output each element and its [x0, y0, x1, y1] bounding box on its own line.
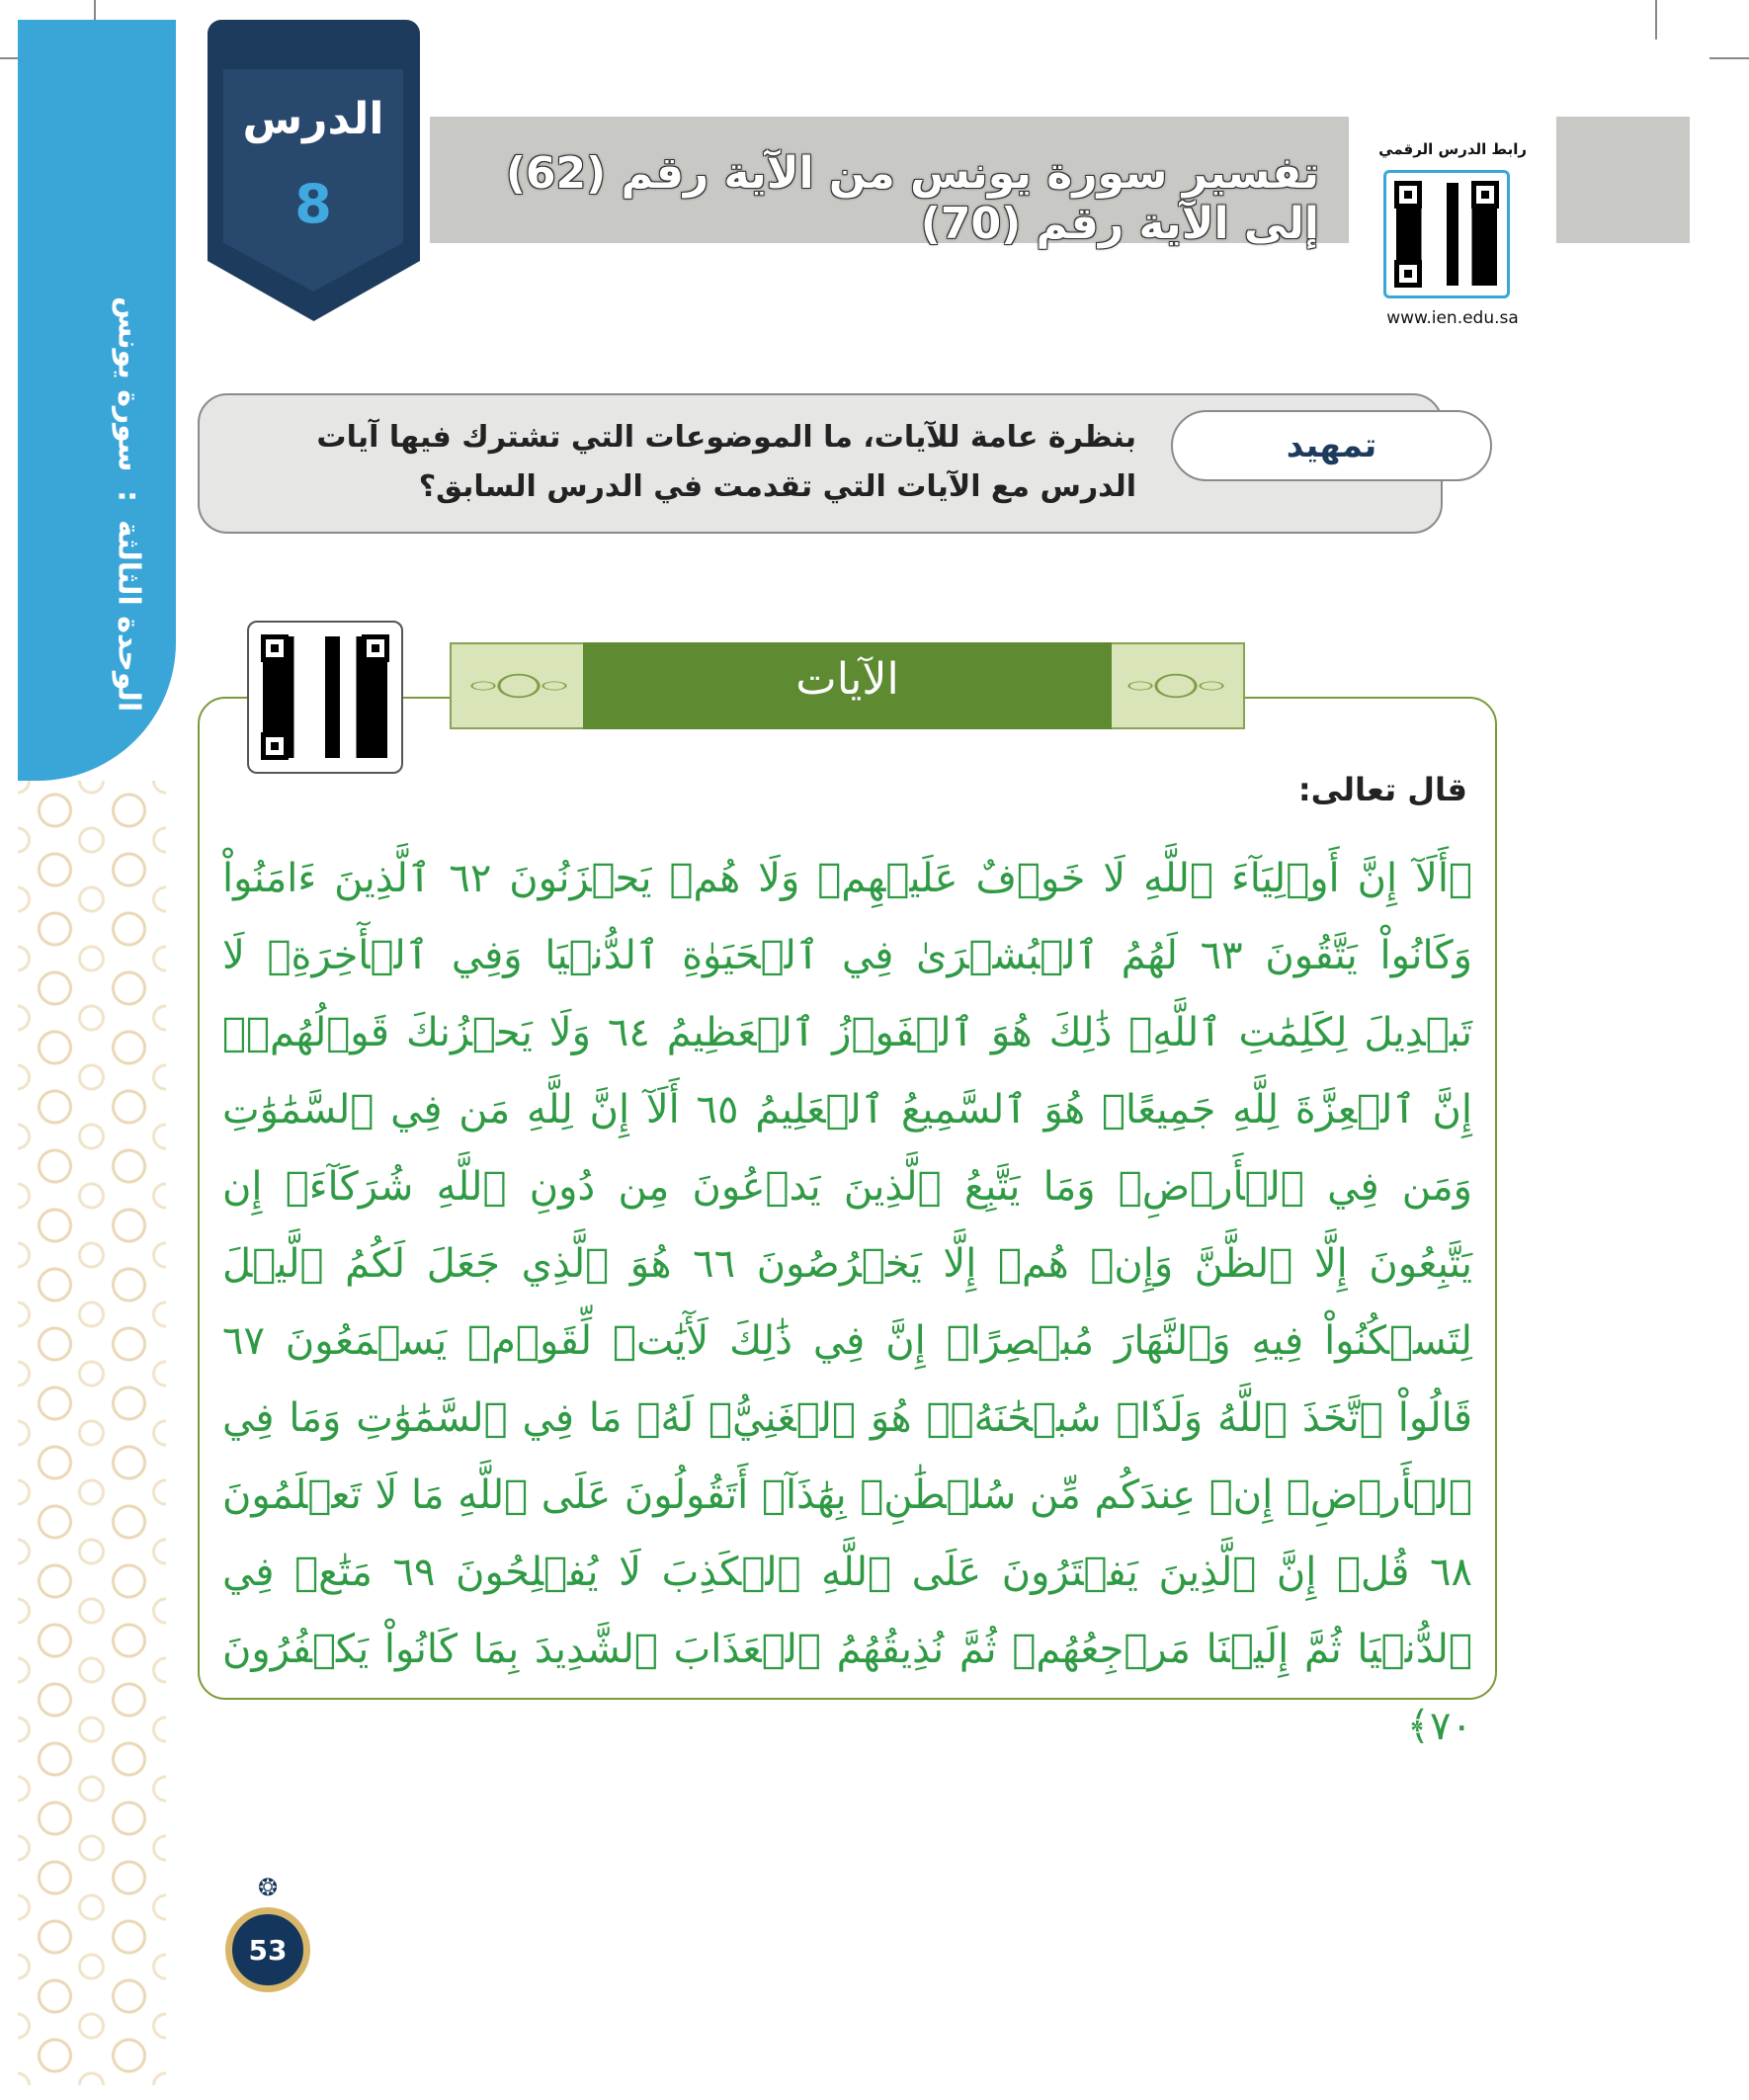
surah-label: سورة يونس: [111, 296, 146, 472]
intro-question: بنظرة عامة للآيات، ما الموضوعات التي تشترك فيها آيات الدرس مع الآيات التي تقدمت في الدرس السابق؟: [316, 420, 1136, 504]
crop-mark: [1709, 57, 1749, 59]
qr-finder: [362, 634, 389, 662]
lesson-title: تفسير سورة يونس من الآية رقم (62) إلى الآية رقم (70): [505, 148, 1319, 249]
digital-link-label: رابط الدرس الرقمي: [1378, 140, 1527, 158]
unit-sidebar-text: [99, 198, 158, 712]
qr-finder: [261, 732, 289, 760]
lesson-number: 8: [294, 173, 332, 235]
title-bar-end: [1556, 117, 1690, 243]
said-label: قال تعالى:: [1297, 771, 1467, 808]
qr-finder: [1471, 181, 1499, 209]
sidebar-ornament: [18, 781, 166, 2085]
quran-verses: ﴿أَلَآ إِنَّ أَوۡلِيَآءَ ٱللَّهِ لَا خَوۡفٌ عَلَيۡهِمۡ وَلَا هُمۡ يَحۡزَنُونَ ٦٢ ٱلَّذِينَ ءَامَنُواْ وَكَانُواْ يَتَّقُونَ ٦٣ لَهُمُ ٱلۡبُشۡرَىٰ فِي ٱلۡحَيَوٰةِ ٱلدُّنۡيَا وَفِي ٱلۡأٓخِرَةِۚ لَا تَبۡدِيلَ لِكَلِمَٰتِ ٱللَّهِۚ ذَٰلِكَ هُوَ ٱلۡفَوۡزُ ٱلۡعَظِيمُ ٦٤ وَلَا يَحۡزُنكَ قَوۡلُهُمۡۘ إِنَّ ٱلۡعِزَّةَ لِلَّهِ جَمِيعًاۚ هُوَ ٱلسَّمِيعُ ٱلۡعَلِيمُ ٦٥ أَلَآ إِنَّ لِلَّهِ مَن فِي ٱلسَّمَٰوَٰتِ وَمَن فِي ٱلۡأَرۡضِۗ وَمَا يَتَّبِعُ ٱلَّذِينَ يَدۡعُونَ مِن دُونِ ٱللَّهِ شُرَكَآءَۚ إِن يَتَّبِعُونَ إِلَّا ٱلظَّنَّ وَإِنۡ هُمۡ إِلَّا يَخۡرُصُونَ ٦٦ هُوَ ٱلَّذِي جَعَلَ لَكُمُ ٱلَّيۡلَ لِتَسۡكُنُواْ فِيهِ وَٱلنَّهَارَ مُبۡصِرًاۚ إِنَّ فِي ذَٰلِكَ لَأٓيَٰتٖ لِّقَوۡمٖ يَسۡمَعُونَ ٦٧ قَالُواْ ٱتَّخَذَ ٱللَّهُ وَلَدٗاۗ سُبۡحَٰنَهُۥۖ هُوَ ٱلۡغَنِيُّۖ لَهُۥ مَا فِي ٱلسَّمَٰوَٰتِ وَمَا فِي ٱلۡأَرۡضِۚ إِنۡ عِندَكُم مِّن سُلۡطَٰنِۢ بِهَٰذَآۚ أَتَقُولُونَ عَلَى ٱللَّهِ مَا لَا تَعۡلَمُونَ ٦٨ قُلۡ إِنَّ ٱلَّذِينَ يَفۡتَرُونَ عَلَى ٱللَّهِ ٱلۡكَذِبَ لَا يُفۡلِحُونَ ٦٩ مَتَٰعٞ فِي ٱلدُّنۡيَا ثُمَّ إِلَيۡنَا مَرۡجِعُهُمۡ ثُمَّ نُذِيقُهُمُ ٱلۡعَذَابَ ٱلشَّدِيدَ بِمَا كَانُواْ يَكۡفُرُونَ ٧٠﴾: [222, 856, 1473, 1749]
lesson-label: الدرس: [242, 94, 384, 144]
digital-link-qr-code[interactable]: [1383, 170, 1510, 298]
digital-link-url[interactable]: www.ien.edu.sa: [1386, 308, 1519, 328]
verses-qr-code[interactable]: [247, 621, 403, 774]
page-ornament-icon: ❂: [257, 1874, 279, 1901]
unit-label: الوحدة الثالثة: [111, 519, 146, 712]
qr-finder: [1394, 260, 1422, 288]
page-number: 53: [225, 1907, 310, 1992]
qr-finder: [1394, 181, 1422, 209]
unit-separator: :: [111, 489, 146, 502]
verses-banner-title: الآيات: [795, 654, 899, 705]
banner-ornament: [459, 652, 578, 719]
intro-tag: تمهيد: [1171, 410, 1492, 481]
qr-finder: [261, 634, 289, 662]
banner-ornament: [1117, 652, 1235, 719]
crop-mark: [1655, 0, 1657, 40]
